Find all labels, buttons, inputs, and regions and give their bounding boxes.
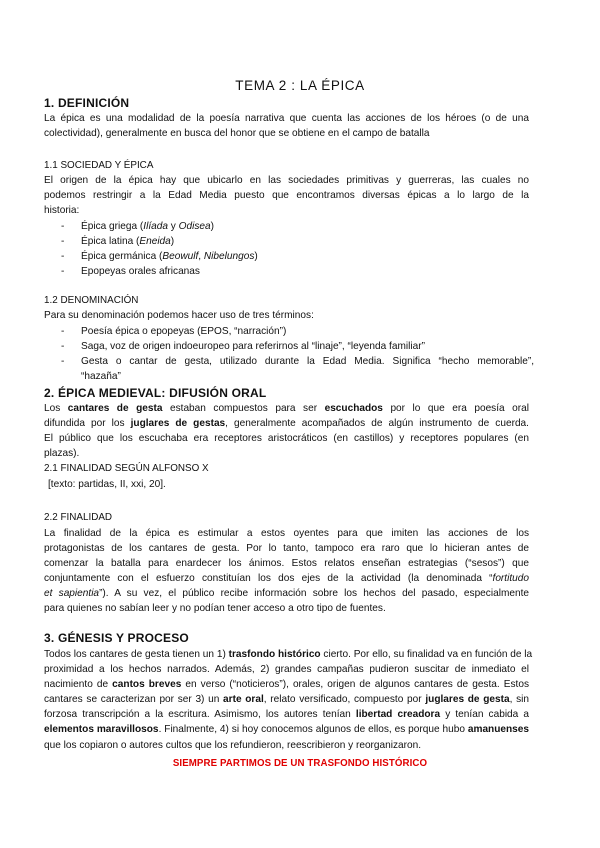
paragraph-sociedad xyxy=(44,173,529,218)
text-line: elementos maravillosos. Finalmente, 4) si hoy conocemos algunos de ellos, es porque hubo amanuenses xyxy=(44,724,530,736)
text-line: difundida por los juglares de gestas, generalmente acompañados de algún instrumento de cuerda. xyxy=(44,418,529,430)
text-line: El público que los escuchaba era receptores aristocráticos (en castillos) y receptores populares (en xyxy=(44,433,529,445)
text-line: et sapientia”). A su vez, el público recibe información sobre los hechos del pasado, especialmente xyxy=(44,588,529,600)
heading-epica-medieval: 2. ÉPICA MEDIEVAL: DIFUSIÓN ORAL xyxy=(44,386,267,400)
document-title: TEMA 2 : LA ÉPICA xyxy=(235,78,365,93)
text-line: Para su denominación podemos hacer uso de tres términos: xyxy=(44,310,314,321)
text-line: - Gesta o cantar de gesta, utilizado durante la Edad Media. Significa “hecho memorable”, xyxy=(81,356,534,368)
text-line: [texto: partidas, II, xxi, 20]. xyxy=(48,479,166,490)
heading-finalidad-alfonso: 2.1 FINALIDAD SEGÚN ALFONSO X xyxy=(44,463,209,474)
list-item: - Épica germánica (Beowulf, Nibelungos) xyxy=(44,249,534,264)
text-line: El origen de la épica hay que ubicarlo en las sociedades primitivas y guerreras, las cuales no xyxy=(44,175,529,186)
text-line: La épica es una modalidad de la poesía narrativa que cuenta las acciones de los héroes (o de una xyxy=(44,113,529,124)
paragraph-texto-partidas xyxy=(48,477,533,492)
text-line: podemos restringir a la Edad Media puesto que encontramos diversas épicas a lo largo de la xyxy=(44,190,529,202)
text-line: nacimiento de cantos breves en verso (“noticieros”), orales, origen de algunos cantares de gesta. Estos xyxy=(44,679,530,691)
paragraph-genesis xyxy=(44,647,533,753)
paragraph-epica-medieval xyxy=(44,401,529,461)
text-line: Los cantares de gesta estaban compuestos para ser escuchados por lo que era poesía oral xyxy=(44,403,529,414)
text-line: forzosa transcripción a la escritura. Asimismo, los autores tenían libertad creadora y tenían cabida a xyxy=(44,709,530,721)
list-item: - Poesía épica o epopeyas (EPOS, “narración”) xyxy=(44,324,534,339)
text-line: para quienes no sabían leer y no podían tener acceso a otro tipo de fuentes. xyxy=(44,603,386,615)
list-item: - Saga, voz de origen indoeuropeo para referirnos al “linaje”, “leyenda familiar” xyxy=(44,339,534,354)
text-line: Todos los cantares de gesta tienen un 1) trasfondo histórico cierto. Por ello, su finalidad va en función de la xyxy=(44,649,533,660)
heading-definicion: 1. DEFINICIÓN xyxy=(44,96,130,110)
list-denominacion xyxy=(44,324,534,384)
text-line: cantares se caracterizan por ser 3) un arte oral, relato versificado, compuesto por juglares de gesta, sin xyxy=(44,694,530,706)
list-epicas xyxy=(44,219,534,279)
list-item: - Épica latina (Eneida) xyxy=(44,234,534,249)
highlight-text: SIEMPRE PARTIMOS DE UN TRASFONDO HISTÓRICO xyxy=(172,758,428,769)
heading-denominacion: 1.2 DENOMINACIÓN xyxy=(44,295,139,306)
list-item: - Epopeyas orales africanas xyxy=(44,264,534,279)
heading-genesis: 3. GÉNESIS Y PROCESO xyxy=(44,631,189,645)
paragraph-denominacion xyxy=(44,308,529,323)
text-line: comenzar la batalla para enardecer los ánimos. Estos relatos enseñan estrategias (“sesos”) que xyxy=(44,558,529,570)
heading-finalidad: 2.2 FINALIDAD xyxy=(44,512,113,523)
heading-sociedad-y-epica: 1.1 SOCIEDAD Y ÉPICA xyxy=(44,160,154,171)
text-line: proximidad a los hechos narrados. Además, 2) grandes campañas pudieron suscitar de inmediato el xyxy=(44,664,529,676)
text-line: plazas). xyxy=(44,448,80,460)
text-line: conjuntamente con el esfuerzo constituían los dos ejes de la actividad (la denominada “fortitudo xyxy=(44,573,529,585)
list-item xyxy=(44,354,534,384)
text-line: colectividad), generalmente en busca del honor que se obtiene en el campo de batalla xyxy=(44,128,430,140)
list-item: - Épica griega (Ilíada y Odisea) xyxy=(44,219,534,234)
text-line: que los copiaron o autores cultos que los refundieron, reescribieron y reorganizaron. xyxy=(44,739,422,751)
paragraph-finalidad xyxy=(44,526,529,617)
text-line: historia: xyxy=(44,205,80,217)
text-line: protagonistas de los cantares de gesta. Por lo tanto, tampoco era raro que lo hicieran antes de xyxy=(44,543,529,555)
text-line: “hazaña” xyxy=(81,371,121,383)
text-line: La finalidad de la épica es estimular a estos oyentes para que imiten las acciones de los xyxy=(44,528,529,539)
paragraph-definicion xyxy=(44,111,529,141)
